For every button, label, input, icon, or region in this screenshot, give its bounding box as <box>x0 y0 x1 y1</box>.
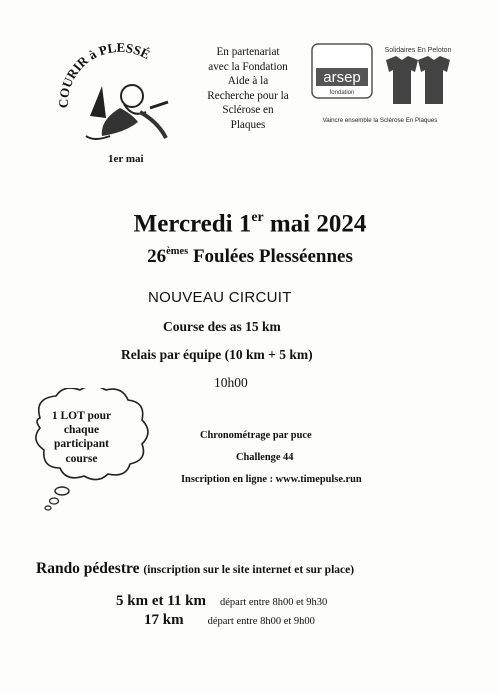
subtitle-sup: èmes <box>166 246 189 258</box>
arsep-sub: fondation <box>329 90 355 96</box>
subtitle-rest: Foulées Plesséennes <box>188 246 353 267</box>
rando-departure: départ entre 8h00 et 9h30 <box>220 597 328 608</box>
title-sup: er <box>251 209 264 224</box>
courir-a-plesse-logo <box>50 38 185 168</box>
arsep-name: arsep <box>323 69 361 86</box>
inscription-label: Inscription en ligne : www.timepulse.run <box>181 474 362 485</box>
rando-heading <box>36 560 354 578</box>
start-time: 10h00 <box>214 375 248 390</box>
new-circuit-label: NOUVEAU CIRCUIT <box>148 289 292 306</box>
partner-line: En partenariat <box>216 46 280 58</box>
partner-line: Aide à la <box>227 75 269 88</box>
logo-arc-text: COURIR à PLESSÉ <box>55 39 153 109</box>
title-part2: mai 2024 <box>263 210 367 238</box>
rando-distance: 5 km et 11 km <box>116 593 206 609</box>
partner-text <box>196 45 300 133</box>
arsep-slogan: Vaincre ensemble la Sclérose En Plaques <box>322 117 438 124</box>
cloud-line: 1 LOT pour <box>51 410 112 422</box>
cloud-line: chaque <box>63 424 100 437</box>
cloud-text <box>34 409 129 466</box>
cloud-line: course <box>65 452 98 465</box>
relay-label: Relais par équipe (10 km + 5 km) <box>121 347 313 362</box>
partner-line: Sclérose en <box>222 104 274 117</box>
logo-date: 1er mai <box>108 153 144 165</box>
rando-departure: départ entre 8h00 et 9h00 <box>207 616 315 627</box>
rando-note: (inscription sur le site internet et sur place) <box>143 564 355 576</box>
arsep-logo <box>308 42 453 130</box>
race-label: Course des as 15 km <box>163 319 281 334</box>
svg-text:COURIR à PLESSÉ <box>56 40 153 108</box>
rando-label: Rando pédestre <box>36 560 140 577</box>
partner-line: Recherche pour la <box>207 89 289 102</box>
partner-line: avec la Fondation <box>208 60 288 73</box>
cloud-line: participant <box>54 438 109 451</box>
event-title <box>0 209 500 238</box>
rando-distance: 17 km <box>144 612 184 628</box>
rando-row-2 <box>144 611 315 629</box>
challenge-label: Challenge 44 <box>236 452 294 463</box>
subtitle-num: 26 <box>147 246 167 267</box>
rando-row-1 <box>116 592 327 610</box>
title-part1: Mercredi 1 <box>133 210 252 238</box>
partner-line: Plaques <box>230 118 266 131</box>
arsep-team: Solidaires En Peloton <box>384 47 452 54</box>
chrono-label: Chronométrage par puce <box>200 430 312 441</box>
event-subtitle <box>0 246 500 268</box>
